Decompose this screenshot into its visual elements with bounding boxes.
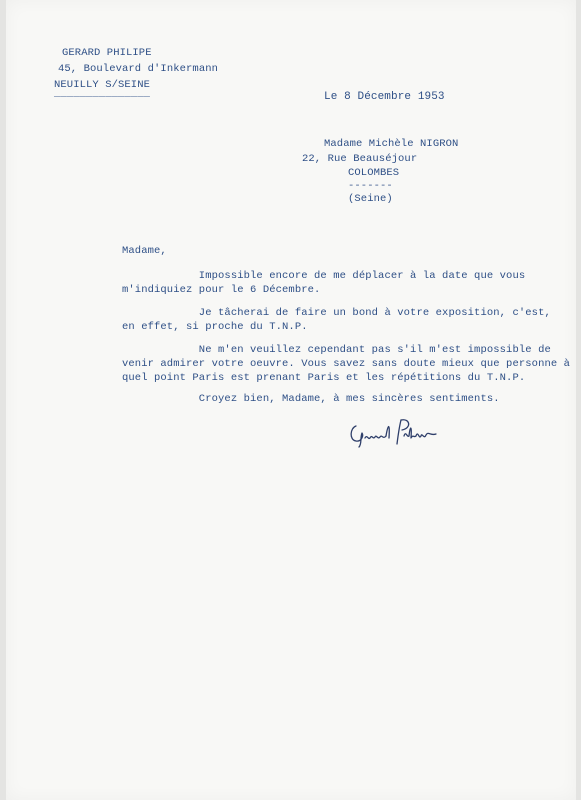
- recipient-city: COLOMBES: [348, 167, 400, 179]
- paragraph-3-line-3: quel point Paris est prenant Paris et les répétitions du T.N.P.: [122, 372, 526, 384]
- paragraph-3-line-1: Ne m'en veuillez cependant pas s'il m'est impossible de: [122, 344, 551, 356]
- salutation: Madame,: [122, 245, 167, 257]
- sender-street: 45, Boulevard d'Inkermann: [58, 63, 219, 75]
- sender-underline: _______________: [54, 88, 151, 100]
- letter-page: [6, 0, 576, 800]
- sender-city: NEUILLY S/SEINE: [54, 79, 151, 91]
- recipient-name: Madame Michèle NIGRON: [324, 138, 459, 150]
- paragraph-2-line-1: Je tâcherai de faire un bond à votre exposition, c'est,: [122, 307, 551, 319]
- recipient-street: 22, Rue Beauséjour: [302, 153, 418, 165]
- paragraph-2-line-2: en effet, si proche du T.N.P.: [122, 321, 308, 333]
- paragraph-1-line-2: m'indiquiez pour le 6 Décembre.: [122, 284, 321, 296]
- recipient-department: (Seine): [348, 193, 393, 205]
- paragraph-3-line-2: venir admirer votre oeuvre. Vous savez sans doute mieux que personne à: [122, 358, 571, 370]
- recipient-divider: -------: [348, 180, 393, 192]
- letter-date: Le 8 Décembre 1953: [324, 91, 445, 103]
- paragraph-1-line-1: Impossible encore de me déplacer à la date que vous: [122, 270, 526, 282]
- sender-name: GERARD PHILIPE: [62, 47, 152, 59]
- handwritten-signature: [346, 414, 446, 448]
- closing-line: Croyez bien, Madame, à mes sincères sentiments.: [122, 393, 500, 405]
